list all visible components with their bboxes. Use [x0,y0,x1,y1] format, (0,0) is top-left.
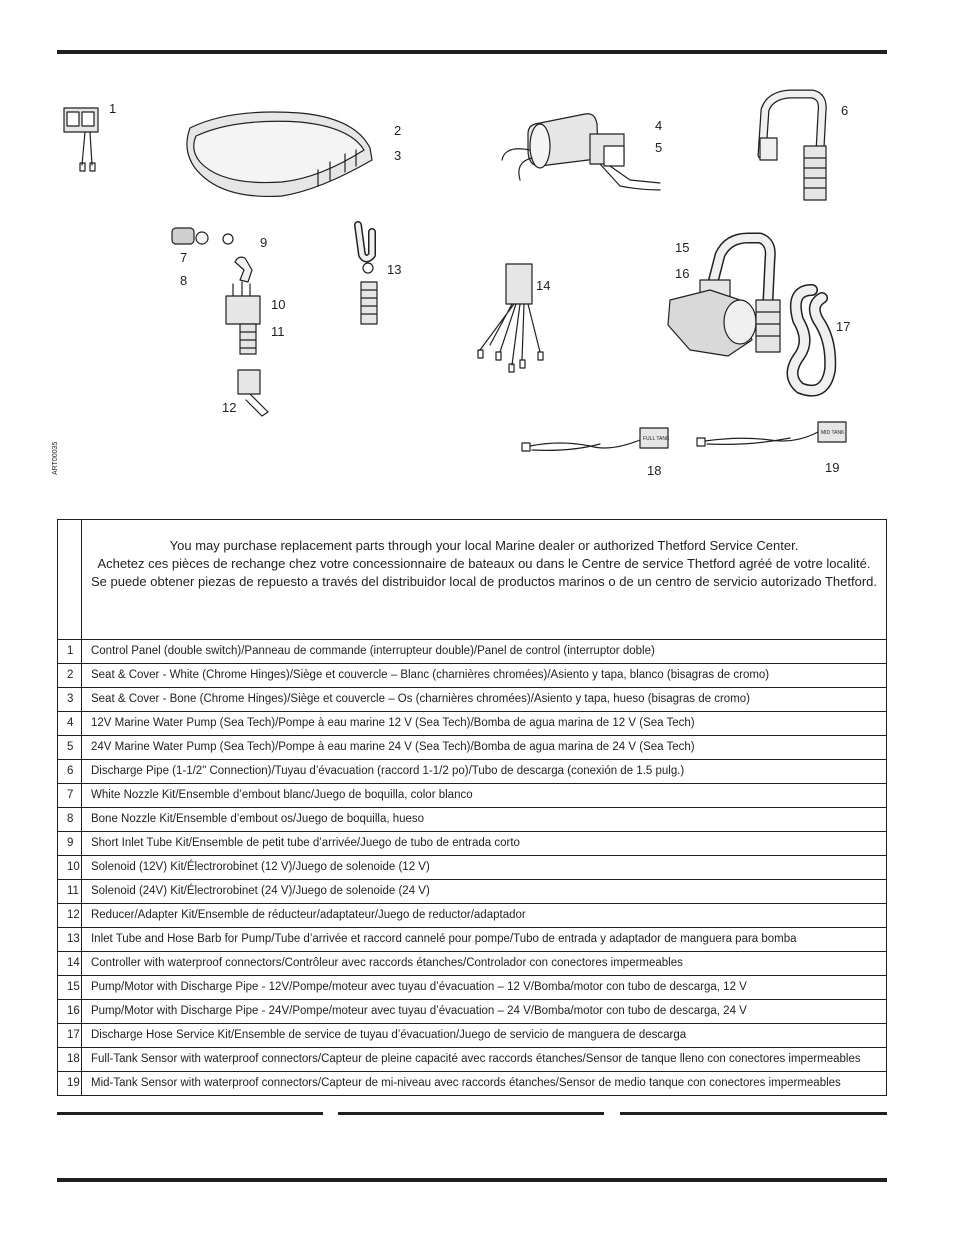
table-row [58,856,887,880]
table-row [58,952,887,976]
part-description: Short Inlet Tube Kit/Ensemble de petit tube d’arrivée/Juego de tubo de entrada corto [81,832,886,856]
table-row [58,784,887,808]
part-description: Control Panel (double switch)/Panneau de commande (interrupteur double)/Panel de control (interruptor doble) [81,640,886,664]
part-description: Reducer/Adapter Kit/Ensemble de réducteur/adaptateur/Juego de reductor/adaptador [81,904,886,928]
part-number: 10 [58,856,82,880]
part-number: 2 [58,664,82,688]
bottom-rule [57,1178,887,1182]
part-description: Discharge Pipe (1-1/2" Connection)/Tuyau d’évacuation (raccord 1-1/2 po)/Tubo de descarga (conexión de 1.5 pulg.) [81,760,886,784]
table-row [58,664,887,688]
part-number: 15 [58,976,82,1000]
table-row [58,712,887,736]
parts-table [57,519,887,1096]
callout-7: 7 [180,250,188,265]
part-number: 12 [58,904,82,928]
part-number: 13 [58,928,82,952]
seat-cover-drawing [187,112,372,196]
header-number-cell [58,520,82,640]
table-row [58,760,887,784]
part-number: 14 [58,952,82,976]
part-description: Solenoid (12V) Kit/Électrorobinet (12 V)/Juego de solenoide (12 V) [81,856,886,880]
table-row [58,928,887,952]
intro-french: Achetez ces pièces de rechange chez votre concessionnaire de bateaux ou dans le Centre de service Thetford agréé de votre localité. [97,556,871,571]
table-row [58,904,887,928]
table-row [58,1024,887,1048]
part-number: 6 [58,760,82,784]
footer-rule-right [620,1112,887,1115]
part-description: Mid-Tank Sensor with waterproof connectors/Capteur de mi-niveau avec raccords étanches/Sensor de medio tanque con conectores impermeables [81,1072,886,1096]
callout-11: 11 [271,324,285,339]
table-row [58,832,887,856]
callout-8: 8 [180,273,188,288]
callout-13: 13 [387,262,402,277]
part-number: 5 [58,736,82,760]
discharge-hose-drawing [793,290,831,391]
intro-english: You may purchase replacement parts through your local Marine dealer or authorized Thetford Service Center. [169,538,799,553]
part-number: 11 [58,880,82,904]
table-row [58,1072,887,1096]
header-description-cell [81,520,886,640]
callout-2: 2 [394,123,402,138]
full-tank-sensor-label: FULL TANK [643,436,670,442]
callout-19: 19 [825,460,840,475]
part-number: 7 [58,784,82,808]
controller-drawing [478,264,543,372]
callout-9: 9 [260,235,268,250]
footer-rule-center [338,1112,604,1115]
table-row [58,640,887,664]
art-code: ART00035 [52,441,59,475]
table-row [58,688,887,712]
footer-rule-left [57,1112,323,1115]
callout-15: 15 [675,240,690,255]
callout-12: 12 [222,400,237,415]
callout-5: 5 [655,140,663,155]
parts-drawing [0,0,954,520]
part-number: 3 [58,688,82,712]
part-number: 18 [58,1048,82,1072]
part-number: 17 [58,1024,82,1048]
part-description: Pump/Motor with Discharge Pipe - 12V/Pompe/moteur avec tuyau d’évacuation – 12 V/Bomba/motor con tubo de descarga, 12 V [81,976,886,1000]
part-description: White Nozzle Kit/Ensemble d’embout blanc/Juego de boquilla, color blanco [81,784,886,808]
callout-4: 4 [655,118,663,133]
part-description: Full-Tank Sensor with waterproof connectors/Capteur de pleine capacité avec raccords étanches/Sensor de tanque lleno con conectores impermeables [81,1048,886,1072]
table-row [58,880,887,904]
reducer-drawing [238,370,268,416]
callout-16: 16 [675,266,690,281]
table-row [58,736,887,760]
callout-6: 6 [841,103,849,118]
water-pump-drawing [502,114,663,190]
control-panel-drawing [64,108,98,171]
callout-10: 10 [271,297,286,312]
callout-3: 3 [394,148,402,163]
callout-18: 18 [647,463,662,478]
callout-17: 17 [836,319,851,334]
part-description: Seat & Cover - Bone (Chrome Hinges)/Siège et couvercle – Os (charnières chromées)/Asiento y tapa, hueso (bisagras de cromo) [81,688,886,712]
part-description: Discharge Hose Service Kit/Ensemble de service de tuyau d’évacuation/Juego de servicio de manguera de descarga [81,1024,886,1048]
table-row [58,976,887,1000]
parts-illustration [0,0,954,520]
part-number: 4 [58,712,82,736]
table-row [58,1000,887,1024]
part-number: 9 [58,832,82,856]
part-number: 1 [58,640,82,664]
callout-1: 1 [109,101,117,116]
part-description: 12V Marine Water Pump (Sea Tech)/Pompe à eau marine 12 V (Sea Tech)/Bomba de agua marina de 12 V (Sea Tech) [81,712,886,736]
pump-motor-drawing [668,238,780,356]
part-number: 19 [58,1072,82,1096]
table-row [58,1048,887,1072]
callout-14: 14 [536,278,551,293]
table-header-row [58,520,887,640]
part-description: Inlet Tube and Hose Barb for Pump/Tube d’arrivée et raccord cannelé pour pompe/Tubo de entrada y adaptador de manguera para bomba [81,928,886,952]
part-description: Pump/Motor with Discharge Pipe - 24V/Pompe/moteur avec tuyau d’évacuation – 24 V/Bomba/motor con tubo de descarga, 24 V [81,1000,886,1024]
mid-tank-sensor-label: MID TANK [821,430,845,436]
part-description: Solenoid (24V) Kit/Électrorobinet (24 V)/Juego de solenoide (24 V) [81,880,886,904]
inlet-tube-drawing [358,225,377,324]
part-description: Controller with waterproof connectors/Contrôleur avec raccords étanches/Controlador con conectores impermeables [81,952,886,976]
table-row [58,808,887,832]
discharge-pipe-drawing [760,94,826,200]
part-description: Bone Nozzle Kit/Ensemble d’embout os/Juego de boquilla, hueso [81,808,886,832]
part-number: 8 [58,808,82,832]
solenoid-drawing [226,282,260,354]
part-number: 16 [58,1000,82,1024]
part-description: Seat & Cover - White (Chrome Hinges)/Siège et couvercle – Blanc (charnières chromées)/Asiento y tapa, blanco (bisagras de cromo) [81,664,886,688]
part-description: 24V Marine Water Pump (Sea Tech)/Pompe à eau marine 24 V (Sea Tech)/Bomba de agua marina de 24 V (Sea Tech) [81,736,886,760]
intro-spanish: Se puede obtener piezas de repuesto a través del distribuidor local de productos marinos o de un centro de servicio autorizado Thetford. [90,574,877,589]
